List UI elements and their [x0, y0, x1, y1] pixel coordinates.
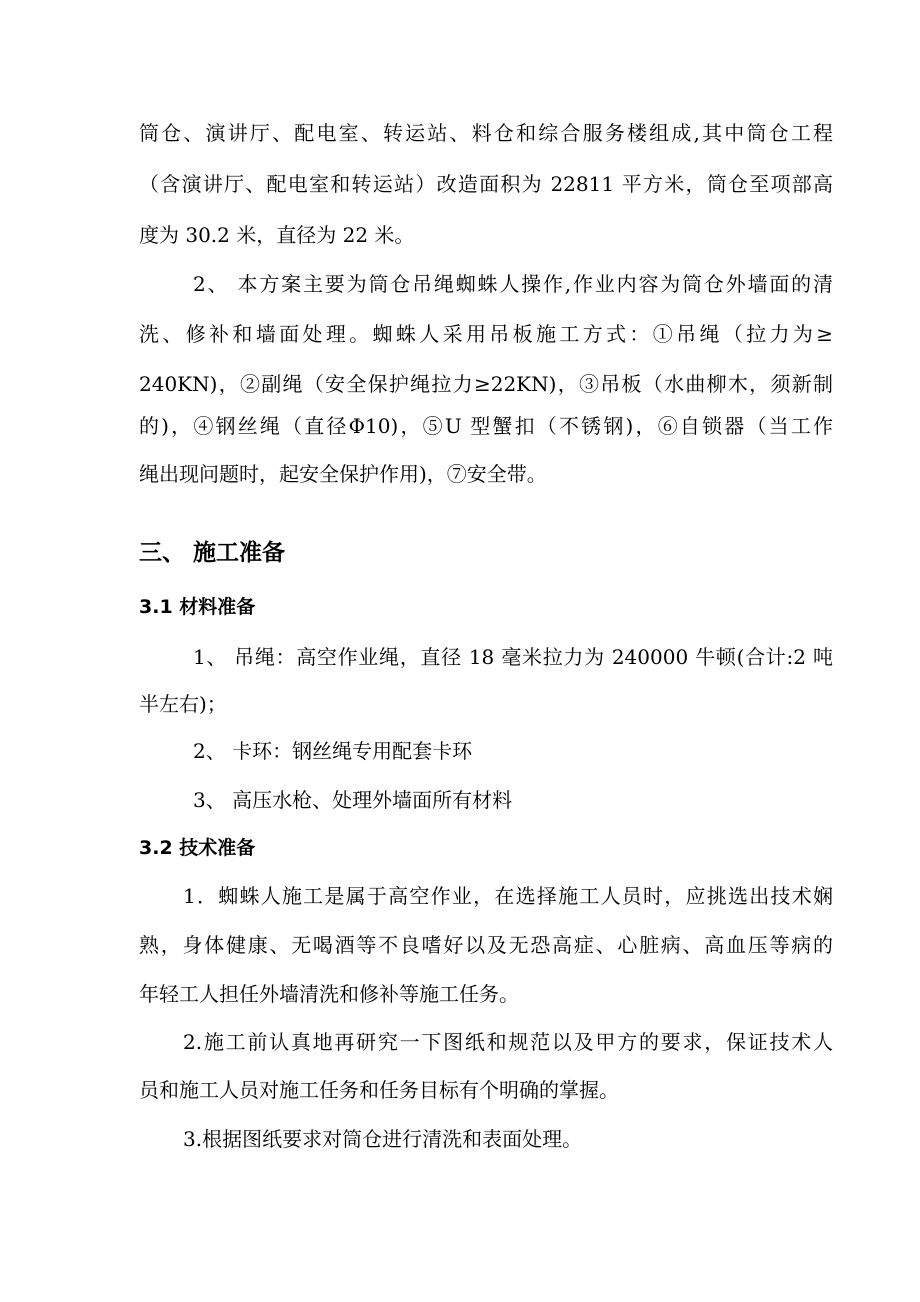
item2-line-5: 绳出现问题时，起安全保护作用)，⑦安全带。	[139, 462, 547, 486]
materials-item2: 2、 卡环：钢丝绳专用配套卡环	[193, 739, 473, 763]
intro-line-1: 筒仓、演讲厅、配电室、转运站、料仓和综合服务楼组成,其中筒仓工程	[139, 121, 833, 145]
tech-item3: 3.根据图纸要求对筒仓进行清洗和表面处理。	[183, 1127, 583, 1151]
item2-line-1: 2、 本方案主要为筒仓吊绳蜘蛛人操作,作业内容为筒仓外墙面的清	[193, 272, 833, 296]
item2-line-3: 240KN)，②副绳（安全保护绳拉力≥22KN)，③吊板（水曲柳木，须新制	[139, 372, 833, 396]
materials-item3: 3、 高压水枪、处理外墙面所有材料	[193, 788, 513, 812]
section-heading: 三、 施工准备	[139, 540, 286, 566]
tech-item1-line-3: 年轻工人担任外墙清洗和修补等施工任务。	[139, 982, 519, 1006]
tech-item2-line-2: 员和施工人员对施工任务和任务目标有个明确的掌握。	[139, 1078, 619, 1102]
item2-line-2: 洗、修补和墙面处理。蜘蛛人采用吊板施工方式：①吊绳（拉力为≥	[139, 322, 833, 346]
tech-item2-line-1: 2.施工前认真地再研究一下图纸和规范以及甲方的要求，保证技术人	[183, 1030, 833, 1054]
subsection-heading-3-1: 3.1 材料准备	[139, 596, 256, 618]
tech-item1-line-2: 熟，身体健康、无喝酒等不良嗜好以及无恐高症、心脏病、高血压等病的	[139, 933, 833, 957]
materials-item1-line-2: 半左右)；	[139, 692, 227, 716]
subsection-heading-3-2: 3.2 技术准备	[139, 837, 256, 859]
materials-item1-line-1: 1、 吊绳：高空作业绳，直径 18 毫米拉力为 240000 牛顿(合计:2 吨	[193, 645, 833, 669]
item2-line-4: 的)，④钢丝绳（直径Φ10)，⑤U 型蟹扣（不锈钢)，⑥自锁器（当工作	[139, 414, 833, 438]
tech-item1-line-1: 1．蜘蛛人施工是属于高空作业，在选择施工人员时，应挑选出技术娴	[183, 884, 833, 908]
intro-line-2: （含演讲厅、配电室和转运站）改造面积为 22811 平方米，筒仓至项部高	[139, 172, 833, 196]
intro-line-3: 度为 30.2 米，直径为 22 米。	[139, 223, 415, 247]
